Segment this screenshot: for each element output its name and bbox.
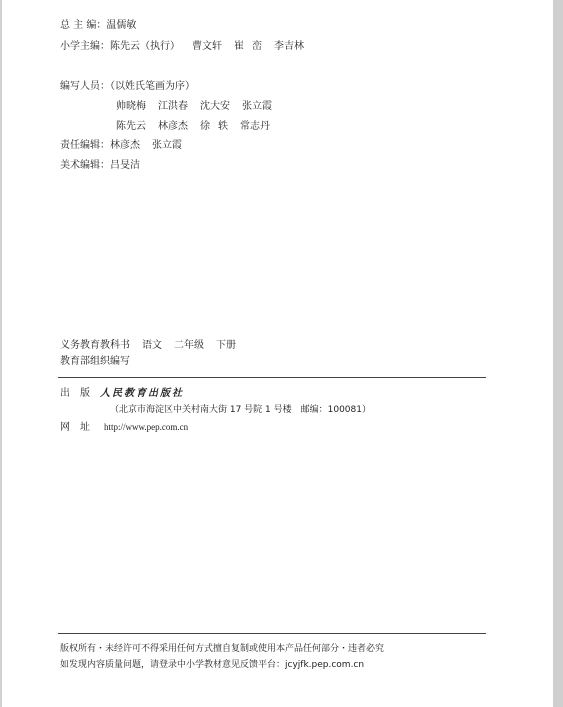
primary-editor-name: 曹文轩: [192, 41, 222, 52]
writer-name: 陈先云: [116, 121, 146, 132]
responsible-editor-name: 张立霞: [152, 140, 182, 151]
responsible-editor-name: 林彦杰: [110, 140, 140, 151]
primary-editor-name: 陈先云（执行）: [110, 41, 180, 52]
responsible-editors-label: 责任编辑：: [60, 140, 110, 151]
footer-rule: [58, 633, 486, 634]
publisher-line: [60, 388, 184, 400]
book-title-part: 下册: [216, 340, 236, 351]
art-editor-line: [60, 160, 140, 172]
chief-editor-label: 总 主 编：: [60, 20, 107, 31]
primary-editors-label: 小学主编：: [60, 41, 110, 52]
writers-row-2: [116, 121, 270, 133]
writer-name: 常志丹: [240, 121, 270, 132]
writers-label: 编写人员：（以姓氏笔画为序）: [60, 81, 195, 92]
chief-editor-name: 温儒敏: [106, 20, 137, 31]
book-title-part: 语文: [142, 340, 162, 351]
divider-rule: [58, 377, 486, 378]
website-label: 网址: [60, 422, 100, 433]
website-line: [60, 421, 188, 434]
art-editor-name: 吕旻洁: [110, 160, 140, 171]
feedback-notice: 如发现内容质量问题，请登录中小学教材意见反馈平台：jcyjfk.pep.com.cn: [60, 660, 365, 670]
primary-editors-line: [60, 41, 304, 53]
primary-editor-name: 李吉林: [274, 41, 304, 52]
primary-editor-name: 峦: [252, 41, 262, 52]
primary-editor-name: 崔: [234, 41, 244, 52]
responsible-editors-line: [60, 140, 182, 152]
book-compiler: 教育部组织编写: [60, 356, 130, 367]
book-title-part: 二年级: [174, 340, 204, 351]
publisher-label: 出版: [60, 388, 100, 399]
book-title: [60, 340, 236, 352]
writer-name: 沈大安: [200, 101, 230, 112]
website-url: http://www.pep.com.cn: [104, 422, 189, 432]
writer-name: 江洪春: [158, 101, 188, 112]
writer-name: 轶: [218, 121, 228, 132]
writer-name: 徐: [200, 121, 210, 132]
document-page: [2, 0, 553, 707]
writer-name: 帅晓梅: [116, 101, 146, 112]
chief-editor-line: [60, 20, 136, 32]
art-editor-label: 美术编辑：: [60, 160, 110, 171]
publisher-logo: 人民教育出版社: [100, 388, 184, 399]
publisher-address: （北京市海淀区中关村南大街 17 号院 1 号楼 邮编：100081）: [110, 405, 371, 415]
writer-name: 林彦杰: [158, 121, 188, 132]
viewer-scrollbar[interactable]: [553, 0, 563, 707]
copyright-notice: 版权所有・未经许可不得采用任何方式擅自复制或使用本产品任何部分・违者必究: [60, 644, 385, 654]
book-title-part: 义务教育教科书: [60, 340, 130, 351]
writers-row-1: [116, 101, 272, 113]
writer-name: 张立霞: [242, 101, 272, 112]
